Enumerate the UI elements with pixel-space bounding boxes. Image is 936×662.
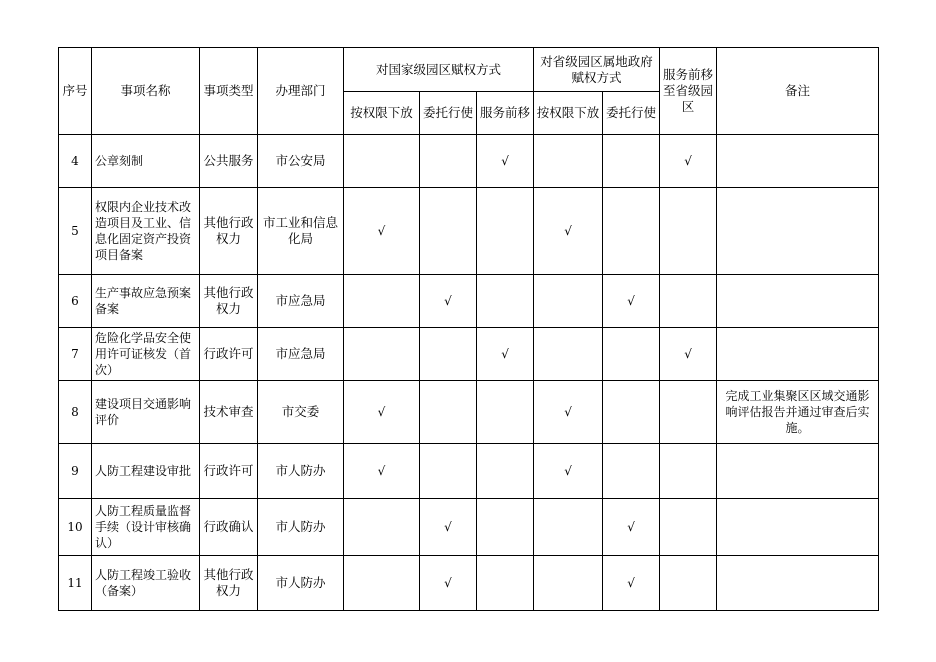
table-row: [59, 444, 879, 499]
table-row: [59, 556, 879, 611]
cell-n-entrust: [420, 381, 477, 444]
cell-no: 6: [59, 275, 92, 328]
cell-remark: [717, 444, 879, 499]
header-p-delegate: 按权限下放: [534, 92, 603, 135]
cell-n-delegate: [344, 275, 420, 328]
cell-n-front: √: [477, 328, 534, 381]
cell-p-delegate: √: [534, 381, 603, 444]
cell-no: 10: [59, 499, 92, 556]
table-row: [59, 381, 879, 444]
cell-move: [660, 188, 717, 275]
cell-move: [660, 444, 717, 499]
cell-p-delegate: [534, 275, 603, 328]
cell-remark: [717, 135, 879, 188]
cell-remark: [717, 328, 879, 381]
cell-p-delegate: √: [534, 188, 603, 275]
header-n-delegate: 按权限下放: [344, 92, 420, 135]
cell-type: 公共服务: [200, 135, 258, 188]
cell-dept: 市人防办: [258, 499, 344, 556]
cell-type: 行政许可: [200, 444, 258, 499]
header-national-group: 对国家级园区赋权方式: [344, 48, 534, 92]
cell-p-entrust: √: [603, 275, 660, 328]
header-p-entrust: 委托行使: [603, 92, 660, 135]
cell-remark: 完成工业集聚区区域交通影响评估报告并通过审查后实施。: [717, 381, 879, 444]
cell-n-front: [477, 499, 534, 556]
cell-move: [660, 556, 717, 611]
cell-n-delegate: √: [344, 381, 420, 444]
cell-dept: 市应急局: [258, 328, 344, 381]
header-no: 序号: [59, 48, 92, 135]
cell-n-delegate: √: [344, 444, 420, 499]
cell-p-delegate: [534, 499, 603, 556]
header-dept: 办理部门: [258, 48, 344, 135]
cell-no: 11: [59, 556, 92, 611]
cell-no: 5: [59, 188, 92, 275]
cell-remark: [717, 556, 879, 611]
cell-type: 其他行政权力: [200, 188, 258, 275]
cell-name: 人防工程竣工验收（备案）: [92, 556, 200, 611]
header-n-front: 服务前移: [477, 92, 534, 135]
cell-n-entrust: [420, 444, 477, 499]
cell-type: 行政确认: [200, 499, 258, 556]
cell-n-delegate: [344, 556, 420, 611]
cell-no: 9: [59, 444, 92, 499]
cell-remark: [717, 275, 879, 328]
cell-n-front: √: [477, 135, 534, 188]
cell-name: 危险化学品安全使用许可证核发（首次）: [92, 328, 200, 381]
table-row: [59, 499, 879, 556]
header-n-entrust: 委托行使: [420, 92, 477, 135]
cell-n-front: [477, 188, 534, 275]
cell-n-entrust: √: [420, 499, 477, 556]
cell-remark: [717, 499, 879, 556]
cell-n-entrust: [420, 188, 477, 275]
cell-n-entrust: √: [420, 275, 477, 328]
cell-n-front: [477, 275, 534, 328]
header-name: 事项名称: [92, 48, 200, 135]
cell-type: 其他行政权力: [200, 556, 258, 611]
cell-name: 生产事故应急预案备案: [92, 275, 200, 328]
cell-dept: 市人防办: [258, 444, 344, 499]
cell-no: 8: [59, 381, 92, 444]
cell-name: 建设项目交通影响评价: [92, 381, 200, 444]
table-row: [59, 135, 879, 188]
cell-move: √: [660, 135, 717, 188]
cell-n-front: [477, 556, 534, 611]
cell-n-entrust: √: [420, 556, 477, 611]
cell-p-entrust: [603, 328, 660, 381]
cell-dept: 市交委: [258, 381, 344, 444]
cell-move: [660, 381, 717, 444]
cell-n-delegate: [344, 499, 420, 556]
cell-p-entrust: [603, 135, 660, 188]
cell-move: [660, 499, 717, 556]
cell-remark: [717, 188, 879, 275]
cell-n-delegate: √: [344, 188, 420, 275]
cell-n-front: [477, 444, 534, 499]
header-move: 服务前移至省级园区: [660, 48, 717, 135]
cell-p-delegate: √: [534, 444, 603, 499]
cell-p-delegate: [534, 135, 603, 188]
cell-p-entrust: [603, 381, 660, 444]
cell-p-entrust: √: [603, 499, 660, 556]
header-remark: 备注: [717, 48, 879, 135]
cell-type: 技术审查: [200, 381, 258, 444]
cell-type: 行政许可: [200, 328, 258, 381]
cell-n-delegate: [344, 135, 420, 188]
table-row: [59, 275, 879, 328]
cell-dept: 市公安局: [258, 135, 344, 188]
cell-dept: 市工业和信息化局: [258, 188, 344, 275]
table-row: [59, 328, 879, 381]
delegation-table: [58, 47, 879, 611]
cell-no: 4: [59, 135, 92, 188]
cell-p-delegate: [534, 556, 603, 611]
cell-name: 人防工程建设审批: [92, 444, 200, 499]
cell-type: 其他行政权力: [200, 275, 258, 328]
cell-p-entrust: √: [603, 556, 660, 611]
cell-move: [660, 275, 717, 328]
cell-p-entrust: [603, 444, 660, 499]
cell-name: 权限内企业技术改造项目及工业、信息化固定资产投资项目备案: [92, 188, 200, 275]
cell-p-entrust: [603, 188, 660, 275]
table-row: [59, 188, 879, 275]
header-type: 事项类型: [200, 48, 258, 135]
cell-dept: 市应急局: [258, 275, 344, 328]
cell-n-entrust: [420, 135, 477, 188]
cell-n-delegate: [344, 328, 420, 381]
cell-move: √: [660, 328, 717, 381]
cell-p-delegate: [534, 328, 603, 381]
header-provincial-group: 对省级园区属地政府赋权方式: [534, 48, 660, 92]
cell-n-entrust: [420, 328, 477, 381]
cell-name: 人防工程质量监督手续（设计审核确认）: [92, 499, 200, 556]
cell-no: 7: [59, 328, 92, 381]
cell-name: 公章刻制: [92, 135, 200, 188]
cell-dept: 市人防办: [258, 556, 344, 611]
cell-n-front: [477, 381, 534, 444]
